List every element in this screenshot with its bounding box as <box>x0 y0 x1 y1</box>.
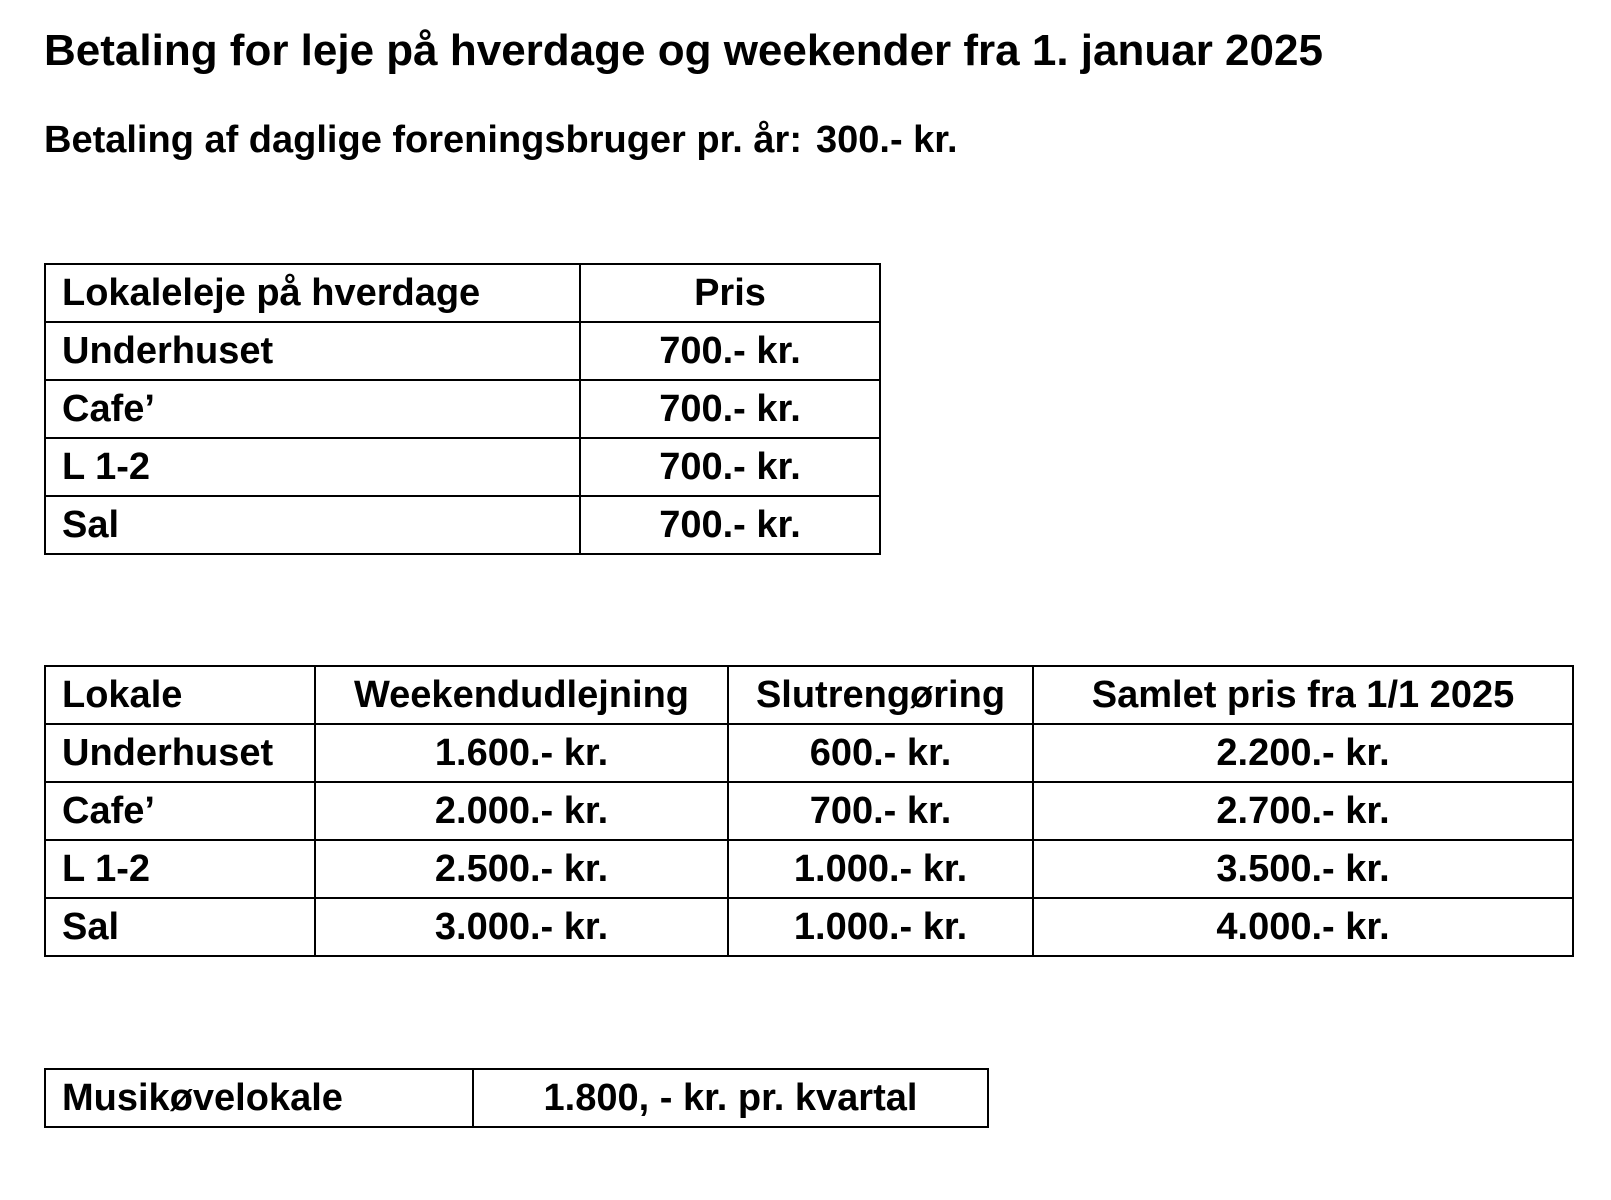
price-cell: 700.- kr. <box>580 438 880 496</box>
cleaning-price-cell: 1.000.- kr. <box>728 898 1033 956</box>
weekend-rental-table <box>44 665 1574 957</box>
weekday-rental-table <box>44 263 881 555</box>
room-name-cell: Underhuset <box>45 322 580 380</box>
column-header: Lokaleleje på hverdage <box>45 264 580 322</box>
room-name-cell: Underhuset <box>45 724 315 782</box>
price-cell: 700.- kr. <box>580 380 880 438</box>
column-header: Slutrengøring <box>728 666 1033 724</box>
table-row <box>45 496 880 554</box>
weekend-price-cell: 1.600.- kr. <box>315 724 728 782</box>
room-name-cell: L 1-2 <box>45 438 580 496</box>
room-name-cell: Sal <box>45 496 580 554</box>
column-header: Lokale <box>45 666 315 724</box>
room-name-cell: Musikøvelokale <box>45 1069 473 1127</box>
table-header-row <box>45 264 880 322</box>
annual-fee-label: Betaling af daglige foreningsbruger pr. år: <box>44 119 802 161</box>
total-price-cell: 2.700.- kr. <box>1033 782 1573 840</box>
column-header: Pris <box>580 264 880 322</box>
table-row <box>45 724 1573 782</box>
cleaning-price-cell: 600.- kr. <box>728 724 1033 782</box>
table-header-row <box>45 666 1573 724</box>
weekend-price-cell: 2.500.- kr. <box>315 840 728 898</box>
cleaning-price-cell: 700.- kr. <box>728 782 1033 840</box>
total-price-cell: 2.200.- kr. <box>1033 724 1573 782</box>
room-name-cell: L 1-2 <box>45 840 315 898</box>
annual-fee-value: 300.- kr. <box>816 119 958 161</box>
music-room-table <box>44 1068 989 1128</box>
table-row <box>45 380 880 438</box>
table-row <box>45 322 880 380</box>
table-row <box>45 840 1573 898</box>
table-row <box>45 438 880 496</box>
price-cell: 1.800, - kr. pr. kvartal <box>473 1069 988 1127</box>
price-cell: 700.- kr. <box>580 496 880 554</box>
column-header: Samlet pris fra 1/1 2025 <box>1033 666 1573 724</box>
annual-fee-line <box>44 116 958 164</box>
price-cell: 700.- kr. <box>580 322 880 380</box>
page-title: Betaling for leje på hverdage og weekender fra 1. januar 2025 <box>44 26 1323 75</box>
room-name-cell: Cafe’ <box>45 782 315 840</box>
weekend-price-cell: 2.000.- kr. <box>315 782 728 840</box>
cleaning-price-cell: 1.000.- kr. <box>728 840 1033 898</box>
table-row <box>45 1069 988 1127</box>
room-name-cell: Cafe’ <box>45 380 580 438</box>
weekend-price-cell: 3.000.- kr. <box>315 898 728 956</box>
table-row <box>45 782 1573 840</box>
room-name-cell: Sal <box>45 898 315 956</box>
table-row <box>45 898 1573 956</box>
total-price-cell: 3.500.- kr. <box>1033 840 1573 898</box>
total-price-cell: 4.000.- kr. <box>1033 898 1573 956</box>
column-header: Weekendudlejning <box>315 666 728 724</box>
